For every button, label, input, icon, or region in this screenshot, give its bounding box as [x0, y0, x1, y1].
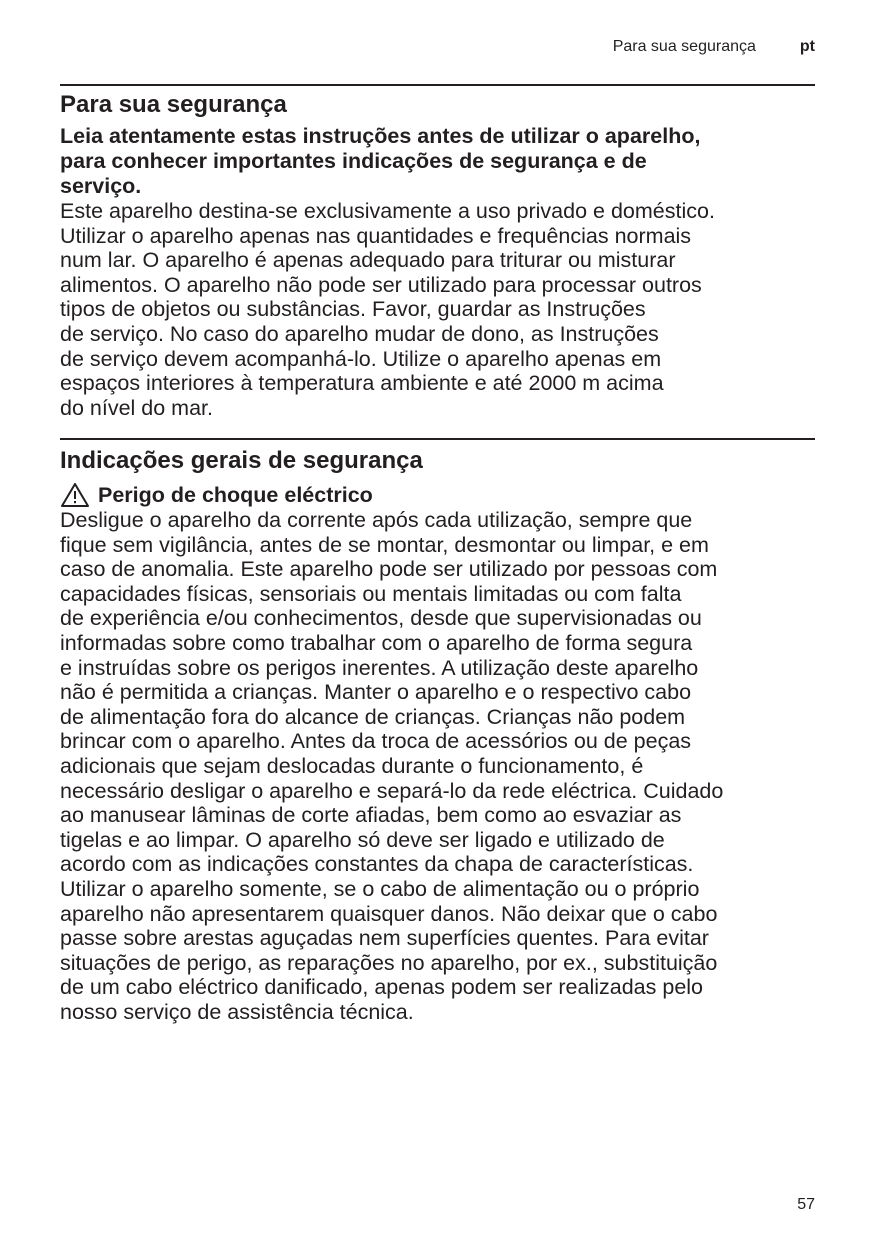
text-line: acordo com as indicações constantes da chapa de características.: [60, 852, 694, 877]
text-line: de serviço devem acompanhá-lo. Utilize o aparelho apenas em: [60, 346, 662, 371]
text-line: aparelho não apresentarem quaisquer danos. Não deixar que o cabo: [60, 901, 718, 926]
text-line: e instruídas sobre os perigos inerentes. A utilização deste aparelho: [60, 655, 699, 680]
text-line: situações de perigo, as reparações no aparelho, por ex., substituição: [60, 950, 718, 975]
intro-paragraph: [60, 199, 820, 420]
text-line: passe sobre arestas aguçadas nem superfícies quentes. Para evitar: [60, 926, 709, 951]
header-section-title: Para sua segurança: [612, 38, 756, 55]
text-line: Utilizar o aparelho apenas nas quantidades e frequências normais: [60, 223, 692, 248]
text-line: tigelas e ao limpar. O aparelho só deve ser ligado e utilizado de: [60, 827, 665, 852]
page-number: 57: [797, 1196, 815, 1213]
text-line: de serviço. No caso do aparelho mudar de dono, as Instruções: [60, 321, 659, 346]
section-general-safety: [60, 446, 820, 1024]
text-line: não é permitida a crianças. Manter o aparelho e o respectivo cabo: [60, 680, 692, 705]
section-title: Indicações gerais de segurança: [60, 447, 423, 474]
text-line: fique sem vigilância, antes de se montar, desmontar ou limpar, e em: [60, 532, 709, 557]
warning-triangle-icon: [60, 482, 90, 508]
section-divider: [60, 438, 815, 440]
warning-paragraph: [60, 508, 820, 1024]
text-line: capacidades físicas, sensoriais ou mentais limitadas ou com falta: [60, 581, 682, 606]
text-line: de um cabo eléctrico danificado, apenas podem ser realizadas pelo: [60, 975, 704, 1000]
top-divider: [60, 84, 815, 86]
text-line: tipos de objetos ou substâncias. Favor, guardar as Instruções: [60, 297, 646, 322]
text-line: Este aparelho destina-se exclusivamente a uso privado e doméstico.: [60, 199, 715, 223]
text-line: alimentos. O aparelho não pode ser utilizado para processar outros: [60, 272, 702, 297]
text-line: nosso serviço de assistência técnica.: [60, 999, 414, 1024]
text-line: espaços interiores à temperatura ambiente e até 2000 m acima: [60, 371, 664, 396]
text-line: brincar com o aparelho. Antes da troca de acessórios ou de peças: [60, 729, 692, 754]
lead-line: para conhecer importantes indicações de segurança e de: [60, 149, 647, 173]
warning-heading: [60, 482, 820, 508]
warning-title: Perigo de choque eléctrico: [98, 483, 373, 507]
lead-line: serviço.: [60, 174, 142, 198]
header-language: pt: [799, 38, 815, 55]
text-line: num lar. O aparelho é apenas adequado para triturar ou misturar: [60, 248, 676, 273]
lead-line: Leia atentamente estas instruções antes de utilizar o aparelho,: [60, 124, 701, 148]
text-line: adicionais que sejam deslocadas durante o funcionamento, é: [60, 753, 644, 778]
page-header: [613, 38, 815, 56]
text-line: caso de anomalia. Este aparelho pode ser utilizado por pessoas com: [60, 557, 718, 582]
text-line: Desligue o aparelho da corrente após cada utilização, sempre que: [60, 508, 693, 532]
text-line: necessário desligar o aparelho e separá-lo da rede eléctrica. Cuidado: [60, 778, 724, 803]
lead-paragraph: [60, 124, 820, 199]
section-safety: [60, 90, 820, 420]
text-line: de experiência e/ou conhecimentos, desde que supervisionadas ou: [60, 606, 702, 631]
text-line: de alimentação fora do alcance de crianças. Crianças não podem: [60, 704, 686, 729]
text-line: Utilizar o aparelho somente, se o cabo de alimentação ou o próprio: [60, 876, 700, 901]
text-line: informadas sobre como trabalhar com o aparelho de forma segura: [60, 630, 693, 655]
text-line: ao manusear lâminas de corte afiadas, bem como ao esvaziar as: [60, 803, 682, 828]
section-title: Para sua segurança: [60, 91, 287, 118]
text-line: do nível do mar.: [60, 395, 213, 420]
